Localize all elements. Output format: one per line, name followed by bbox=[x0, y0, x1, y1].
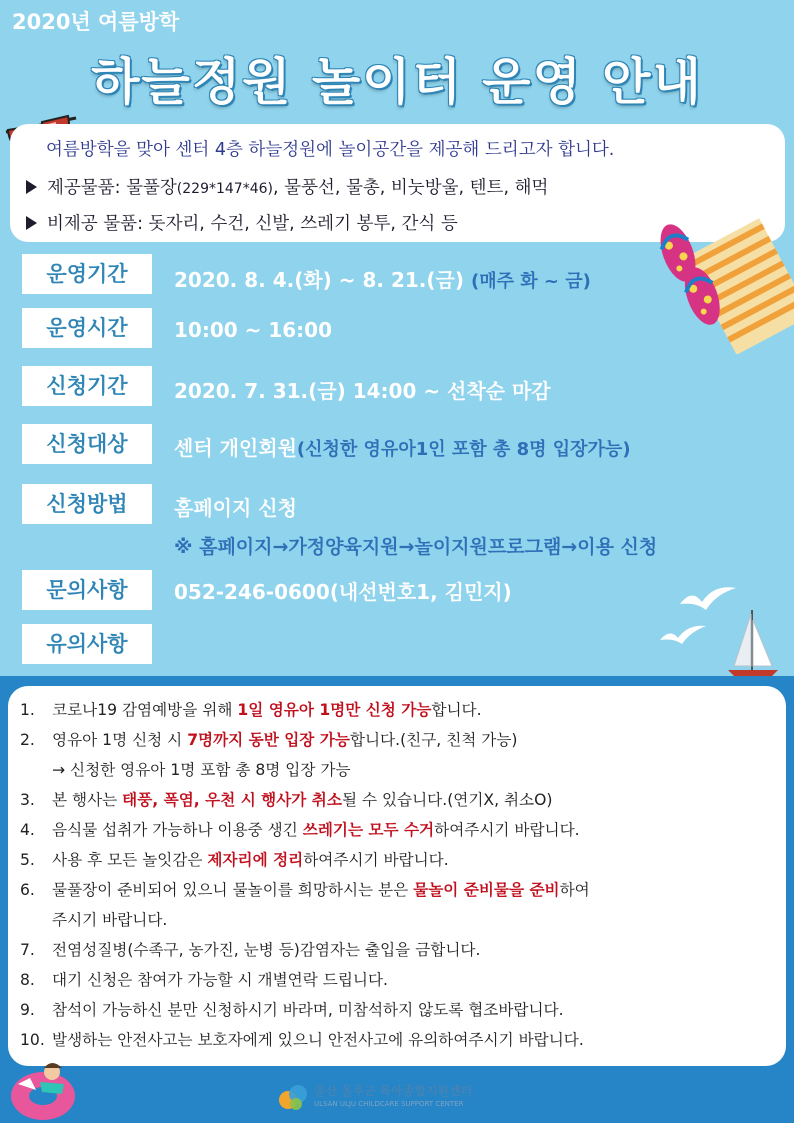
org-name: 울산 울주군 육아종합지원센터 bbox=[314, 1084, 473, 1098]
triangle-bullet-icon bbox=[26, 180, 37, 194]
not-provided-items bbox=[26, 210, 458, 235]
notice-text: 발생하는 안전사고는 보호자에게 있으니 안전사고에 유의하여주시기 바랍니다. bbox=[52, 1031, 584, 1049]
poster-title: 하늘정원 놀이터 운영 안내 bbox=[91, 53, 703, 111]
notice-item-9 bbox=[20, 998, 564, 1020]
notice-text: 물풀장이 준비되어 있으니 물놀이를 희망하시는 분은 bbox=[52, 881, 414, 899]
notice-text: 될 수 있습니다.(연기X, 취소O) bbox=[341, 791, 553, 809]
notice-item-1 bbox=[20, 698, 482, 720]
notice-item-10 bbox=[20, 1028, 584, 1050]
notice-text: 하여주시기 바랍니다. bbox=[434, 821, 580, 839]
notice-text: 대기 신청은 참여가 가능할 시 개별연락 드립니다. bbox=[52, 971, 388, 989]
notice-number: 8. bbox=[20, 971, 35, 989]
notice-highlight: 7명까지 동반 입장 가능 bbox=[187, 731, 350, 749]
notice-number: 6. bbox=[20, 881, 35, 899]
notice-item-4 bbox=[20, 818, 580, 840]
swim-ring-icon bbox=[8, 1054, 78, 1123]
sailboat-icon bbox=[722, 606, 784, 682]
notice-highlight: 태풍, 폭염, 우천 시 행사가 취소 bbox=[122, 791, 342, 809]
notice-text: 전염성질병(수족구, 농가진, 눈병 등)감염자는 출입을 금합니다. bbox=[52, 941, 481, 959]
notice-number: 5. bbox=[20, 851, 35, 869]
notice-highlight: 제자리에 정리 bbox=[207, 851, 304, 869]
notice-text: 음식물 섭취가 가능하나 이용중 생긴 bbox=[52, 821, 303, 839]
poster-subtitle: 2020년 여름방학 bbox=[12, 10, 180, 34]
method-value: 홈페이지 신청 bbox=[174, 496, 297, 520]
period-value bbox=[174, 264, 591, 293]
beach-towel-flipflops-icon bbox=[648, 208, 794, 354]
notice-number: 1. bbox=[20, 701, 35, 719]
apply-period-label: 신청기간 bbox=[22, 366, 152, 406]
provided-items bbox=[26, 174, 548, 199]
period-dates: 2020. 8. 4.(화) ~ 8. 21.(금) bbox=[174, 268, 465, 292]
notice-highlight: 1일 영유아 1명만 신청 가능 bbox=[237, 701, 432, 719]
intro-text: 여름방학을 맞아 센터 4층 하늘정원에 놀이공간을 제공해 드리고자 합니다. bbox=[46, 140, 615, 160]
notice-text: 합니다.(친구, 친척 가능) bbox=[349, 731, 518, 749]
notice-text: 사용 후 모든 놀잇감은 bbox=[52, 851, 208, 869]
target-value bbox=[174, 432, 631, 461]
not-provided-text: 비제공 물품: 돗자리, 수건, 신발, 쓰레기 봉투, 간식 등 bbox=[47, 214, 458, 234]
notice-highlight: 쓰레기는 모두 수거 bbox=[302, 821, 435, 839]
notice-number: 9. bbox=[20, 1001, 35, 1019]
hours-value: 10:00 ~ 16:00 bbox=[174, 318, 333, 342]
notice-item-7 bbox=[20, 938, 480, 960]
target-label: 신청대상 bbox=[22, 424, 152, 464]
notice-number: 10. bbox=[20, 1031, 45, 1049]
notice-text: 하여 bbox=[559, 881, 590, 899]
notice-text: 영유아 1명 신청 시 bbox=[52, 731, 188, 749]
provided-size: (229*147*46) bbox=[176, 181, 273, 197]
contact-label: 문의사항 bbox=[22, 570, 152, 610]
caution-label: 유의사항 bbox=[22, 624, 152, 664]
notice-text: 하여주시기 바랍니다. bbox=[303, 851, 449, 869]
notice-item-6-cont: 주시기 바랍니다. bbox=[52, 911, 168, 929]
notice-text: 참석이 가능하신 분만 신청하시기 바라며, 미참석하지 않도록 협조바랍니다. bbox=[52, 1001, 564, 1019]
notice-item-8 bbox=[20, 968, 388, 990]
notice-number: 3. bbox=[20, 791, 35, 809]
notice-number: 7. bbox=[20, 941, 35, 959]
notice-number: 4. bbox=[20, 821, 35, 839]
method-note: ※ 홈페이지→가정양육지원→놀이지원프로그램→이용 신청 bbox=[174, 536, 658, 558]
period-label: 운영기간 bbox=[22, 254, 152, 294]
notice-number: 2. bbox=[20, 731, 35, 749]
notice-item-6 bbox=[20, 878, 590, 900]
notice-text: 코로나19 감염예방을 위해 bbox=[52, 701, 238, 719]
period-note: (매주 화 ~ 금) bbox=[470, 271, 591, 292]
notice-item-3 bbox=[20, 788, 552, 810]
triangle-bullet-icon bbox=[26, 216, 37, 230]
target-main: 센터 개인회원 bbox=[174, 436, 297, 460]
provided-rest: , 물풍선, 물총, 비눗방울, 텐트, 해먹 bbox=[272, 178, 549, 198]
org-sub: ULSAN ULJU CHILDCARE SUPPORT CENTER bbox=[314, 1100, 464, 1108]
notice-item-2 bbox=[20, 728, 518, 750]
hours-label: 운영시간 bbox=[22, 308, 152, 348]
contact-value: 052-246-0600(내선번호1, 김민지) bbox=[174, 580, 512, 604]
notice-text: 본 행사는 bbox=[52, 791, 123, 809]
provided-label: 제공물품: 물풀장 bbox=[47, 178, 177, 198]
target-note: (신청한 영유아1인 포함 총 8명 입장가능) bbox=[296, 439, 631, 460]
method-label: 신청방법 bbox=[22, 484, 152, 524]
center-logo-icon bbox=[276, 1080, 310, 1114]
notice-highlight: 물놀이 준비물을 준비 bbox=[413, 881, 560, 899]
notice-item-5 bbox=[20, 848, 449, 870]
apply-period-value: 2020. 7. 31.(금) 14:00 ~ 선착순 마감 bbox=[174, 379, 551, 403]
notice-item-2-cont: → 신청한 영유아 1명 포함 총 8명 입장 가능 bbox=[52, 761, 351, 779]
notice-text: 합니다. bbox=[431, 701, 482, 719]
notice-box bbox=[8, 686, 786, 1066]
